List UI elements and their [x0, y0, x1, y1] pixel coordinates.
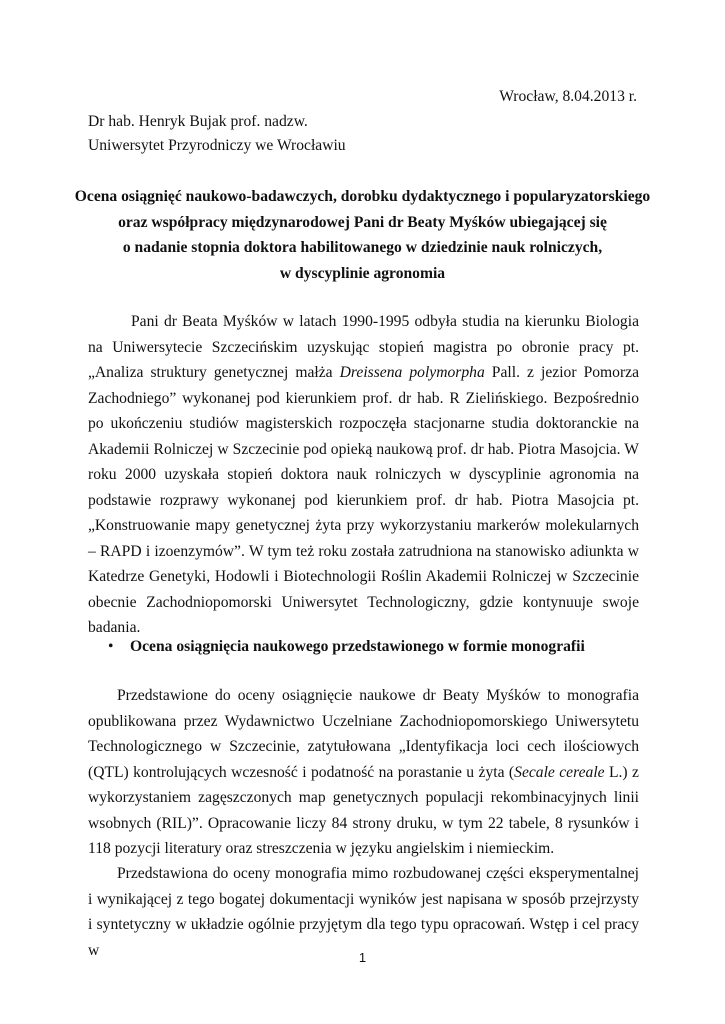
paragraph-text: L.) z wykorzystaniem zagęszczonych map genetycznych populacji rekombinacyjnych linii wsobnych (RIL)”. Opracowanie liczy 84 strony druku, w tym 22 tabele, 8 rysunków i 118 pozycji literatury oraz streszczenia w języku angielskim i niemieckim. — [88, 763, 639, 857]
author-affiliation: Uniwersytet Przyrodniczy we Wrocławiu — [88, 137, 346, 154]
title-line: Ocena osiągnięć naukowo-badawczych, dorobku dydaktycznego i popularyzatorskiego — [74, 188, 651, 205]
paragraph-assessment — [88, 861, 639, 963]
paragraph-text: Pall. z jezior Pomorza Zachodniego” wykonanej pod kierunkiem prof. dr hab. R Zielińskiego. Bezpośrednio po ukończeniu studiów magisterskich rozpoczęła stacjonarne studia doktoranckie na Akademii Rolniczej w Szczecinie pod opieką naukową prof. dr hab. Piotra Masojcia. W roku 2000 uzyskała stopień doktora nauk rolniczych w dyscyplinie agronomia na podstawie rozprawy wykonanej pod kierunkiem prof. dr hab. Piotra Masojcia pt. „Konstruowanie mapy genetycznej żyta przy wykorzystaniu markerów molekularnych – RAPD i izoenzymów”. W tym też roku została zatrudniona na stanowisko adiunkta w Katedrze Genetyki, Hodowli i Biotechnologii Roślin Akademii Rolniczej w Szczecinie obecnie Zachodniopomorski Uniwersytet Technologiczny, gdzie kontynuuje swoje badania. — [88, 364, 640, 636]
paragraph-monograph — [88, 683, 639, 862]
bullet-icon: • — [108, 638, 114, 655]
species-name: Dreissena polymorpha — [339, 364, 485, 381]
paragraph-biography — [88, 309, 639, 641]
species-name: Secale cereale — [514, 763, 605, 781]
section-heading-text: Ocena osiągnięcia naukowego przedstawionego w formie monografii — [130, 638, 585, 655]
section-heading — [108, 638, 585, 656]
letter-date: Wrocław, 8.04.2013 r. — [499, 88, 637, 105]
author-block — [88, 110, 346, 158]
paragraph-text: Przedstawiona do oceny monografia mimo rozbudowanej części eksperymentalnej i wynikającej z tego bogatej dokumentacji wyników jest napisana w sposób przejrzysty i syntetyczny w układzie ogólnie przyjętym dla tego typu opracowań. Wstęp i cel pracy w — [88, 865, 639, 959]
document-title — [60, 184, 665, 286]
title-line: o nadanie stopnia doktora habilitowanego w dziedzinie nauk rolniczych, — [122, 239, 603, 256]
title-line: oraz współpracy międzynarodowej Pani dr Beaty Myśków ubiegającej się — [118, 213, 607, 231]
page-number: 1 — [358, 950, 367, 965]
title-line: w dyscyplinie agronomia — [279, 264, 446, 282]
author-name: Dr hab. Henryk Bujak prof. nadzw. — [88, 113, 308, 130]
paragraph-text: Przedstawione do oceny osiągnięcie naukowe dr Beaty Myśków to monografia opublikowana przez Wydawnictwo Uczelniane Zachodniopomorskiego Uniwersytetu Technologicznego w Szczecinie, zatytułowana „Identyfikacja loci cech ilościowych (QTL) kontrolujących wczesność i podatność na porastanie u żyta ( — [88, 687, 639, 781]
paragraph-text: Pani dr Beata Myśków w latach 1990-1995 odbyła studia na kierunku Biologia na Uniwersytecie Szczecińskim uzyskując stopień magistra po obronie pracy pt. „Analiza struktury genetycznej małża — [88, 313, 639, 381]
